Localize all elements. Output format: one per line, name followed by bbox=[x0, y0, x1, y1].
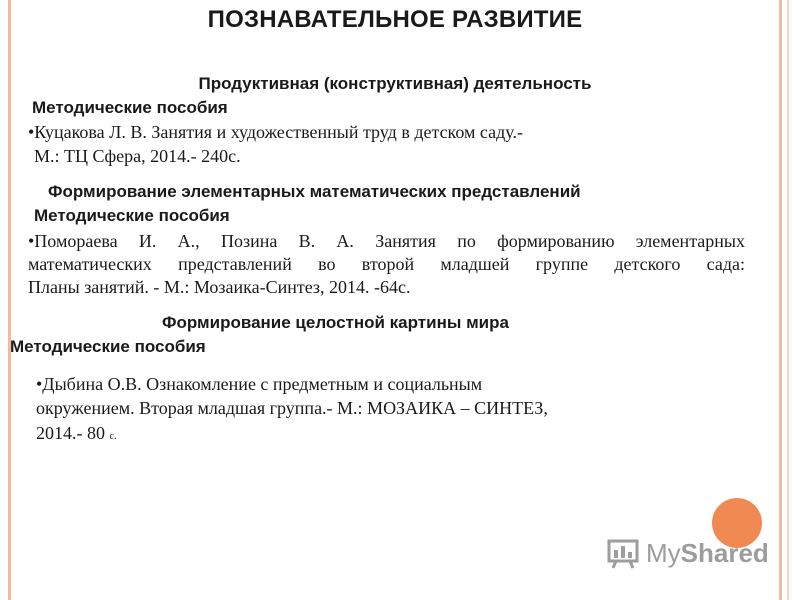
entry-dybina-line2: окружением. Вторая младшая группа.- М.: МОЗАИКА – СИНТЕЗ, bbox=[36, 398, 548, 418]
watermark-brand-my: My bbox=[646, 537, 681, 568]
section-subheading-math: Методические пособия bbox=[34, 206, 230, 225]
entry-pomoraeva-line2: математических представлений во второй младшей группе детского сада: bbox=[28, 254, 745, 274]
section-heading-world: Формирование целостной картины мира bbox=[162, 313, 509, 332]
entry-pomoraeva-line3: Планы занятий. - М.: Мозаика-Синтез, 2014. -64с. bbox=[28, 277, 411, 297]
entry-dybina-pages-suffix: с. bbox=[109, 431, 117, 442]
entry-pomoraeva-line1: •Помораева И. А., Позина В. А. Занятия по формированию элементарных bbox=[28, 231, 745, 251]
entry-kutsakova-line2: М.: ТЦ Сфера, 2014.- 240с. bbox=[34, 146, 241, 166]
section-heading-math: Формирование элементарных математических представлений bbox=[48, 182, 581, 201]
entry-dybina-line3 bbox=[36, 422, 736, 448]
section-subheading-productive: Методические пособия bbox=[32, 98, 228, 117]
section-heading-productive: Продуктивная (конструктивная) деятельность bbox=[198, 74, 592, 93]
watermark-brand-shared: Shared bbox=[680, 537, 769, 568]
myshared-watermark bbox=[606, 536, 769, 570]
presentation-board-icon bbox=[606, 536, 640, 570]
entry-dybina-year-pages: 2014.- 80 bbox=[36, 423, 110, 443]
entry-dybina-line1: •Дыбина О.В. Ознакомление с предметным и социальным bbox=[36, 374, 483, 394]
slide-title: ПОЗНАВАТЕЛЬНОЕ РАЗВИТИЕ bbox=[207, 6, 583, 33]
section-subheading-world: Методические пособия bbox=[10, 337, 206, 356]
watermark-text bbox=[646, 538, 769, 569]
entry-kutsakova-line1: •Куцакова Л. В. Занятия и художественный труд в детском саду.- bbox=[28, 122, 523, 142]
